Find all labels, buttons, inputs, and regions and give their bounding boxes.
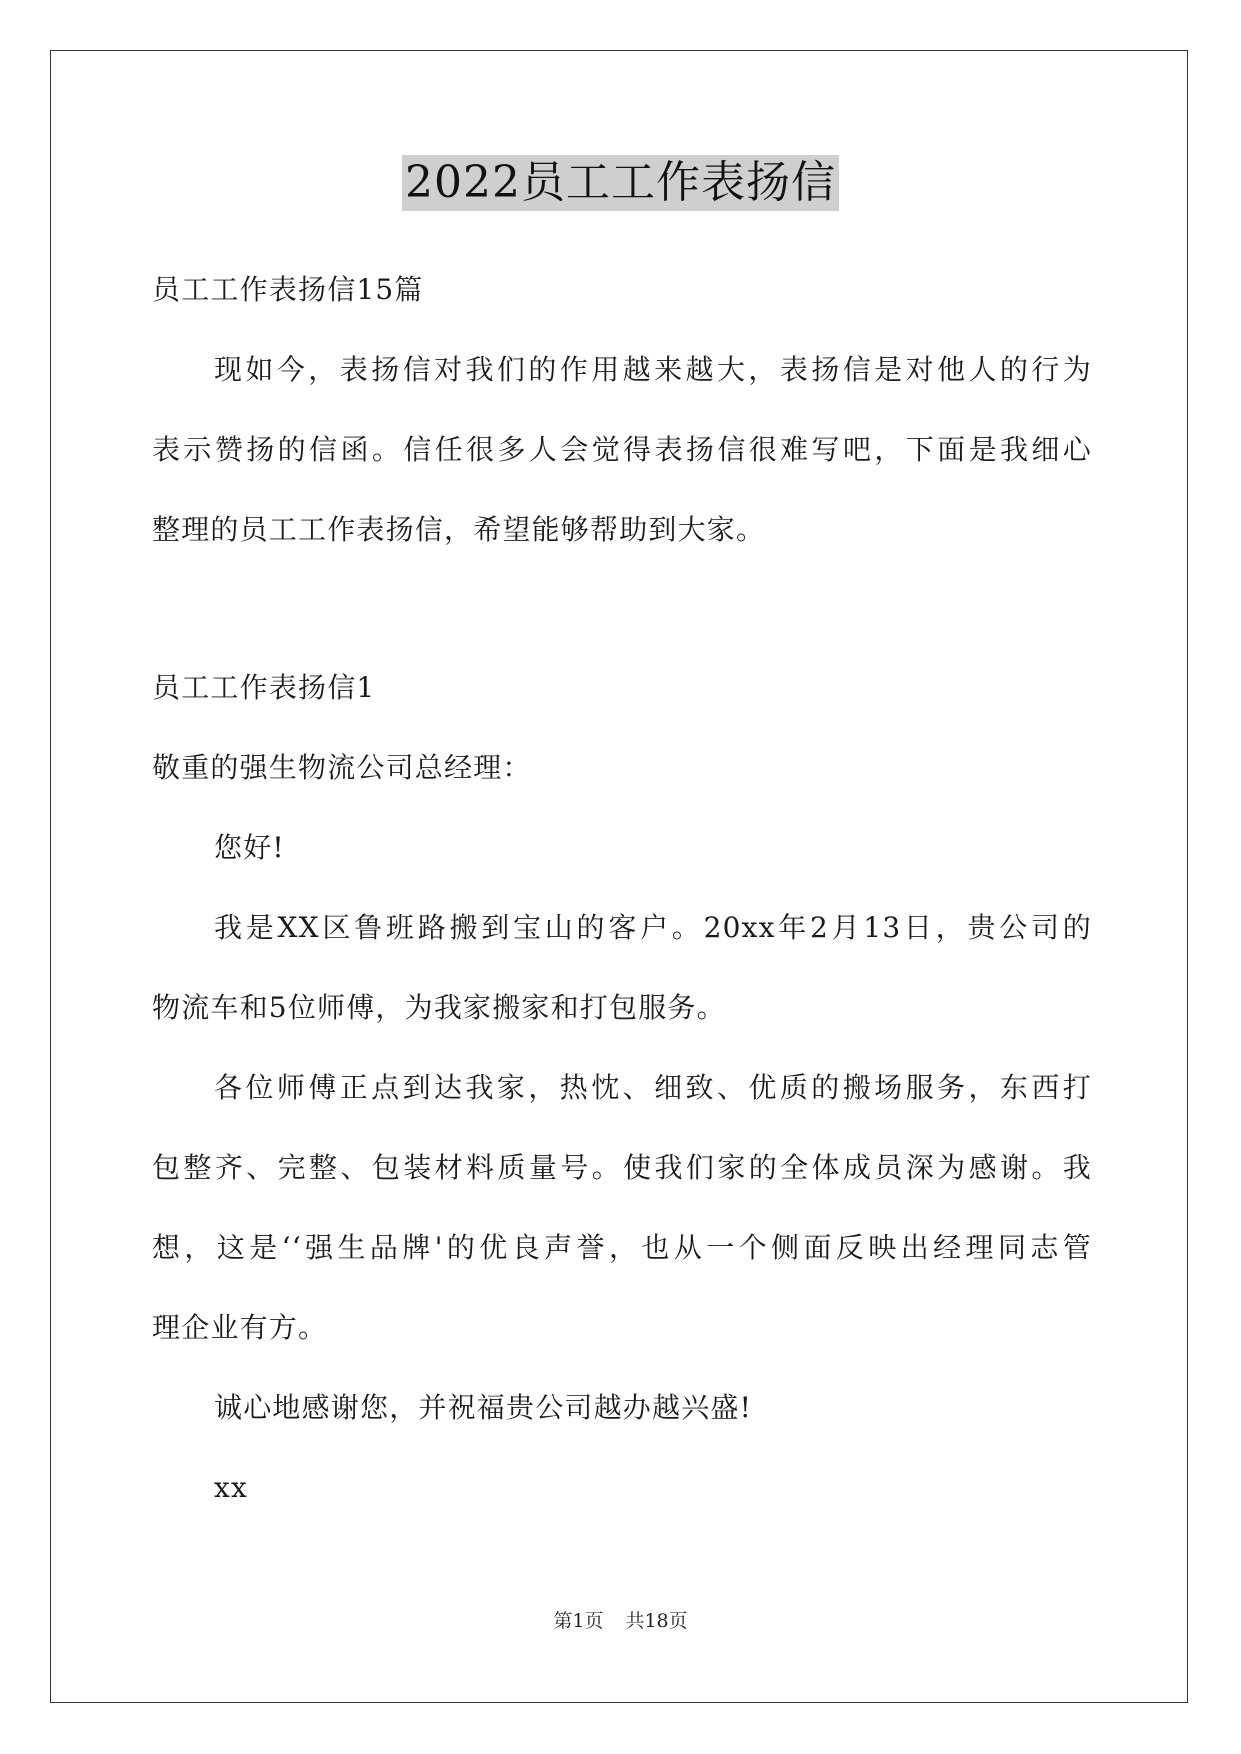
para1-line-2: 物流车和5位师傅，为我家搬家和打包服务。 (152, 991, 726, 1024)
document-subtitle: 员工工作表扬信15篇 (152, 273, 424, 306)
para1-line-1: 我是XX区鲁班路搬到宝山的客户。20xx年2月13日，贵公司的 (214, 911, 1092, 944)
para2-line-3: 想，这是‘‘强生品牌'的优良声誉，也从一个侧面反映出经理同志管 (152, 1231, 1092, 1264)
salutation: 敬重的强生物流公司总经理： (152, 751, 532, 784)
intro-line-3: 整理的员工工作表扬信，希望能够帮助到大家。 (152, 513, 766, 546)
document-title: 2022员工工作表扬信 (402, 155, 839, 211)
section-heading: 员工工作表扬信1 (152, 671, 376, 704)
greeting: 您好! (214, 831, 285, 864)
page-total: 共18页 (625, 1610, 688, 1632)
para2-line-2: 包整齐、完整、包装材料质量号。使我们家的全体成员深为感谢。我 (152, 1151, 1092, 1184)
intro-line-2: 表示赞扬的信函。信任很多人会觉得表扬信很难写吧，下面是我细心 (152, 433, 1092, 466)
intro-line-1: 现如今，表扬信对我们的作用越来越大，表扬信是对他人的行为 (214, 353, 1092, 386)
para2-line-4: 理企业有方。 (152, 1311, 328, 1344)
title-container (0, 155, 1241, 211)
signature: xx (214, 1471, 248, 1504)
para2-line-1: 各位师傅正点到达我家，热忱、细致、优质的搬场服务，东西打 (214, 1071, 1092, 1104)
page-footer (0, 1608, 1241, 1634)
page-number: 第1页 (553, 1610, 604, 1632)
closing-line: 诚心地感谢您，并祝福贵公司越办越兴盛! (214, 1391, 753, 1424)
